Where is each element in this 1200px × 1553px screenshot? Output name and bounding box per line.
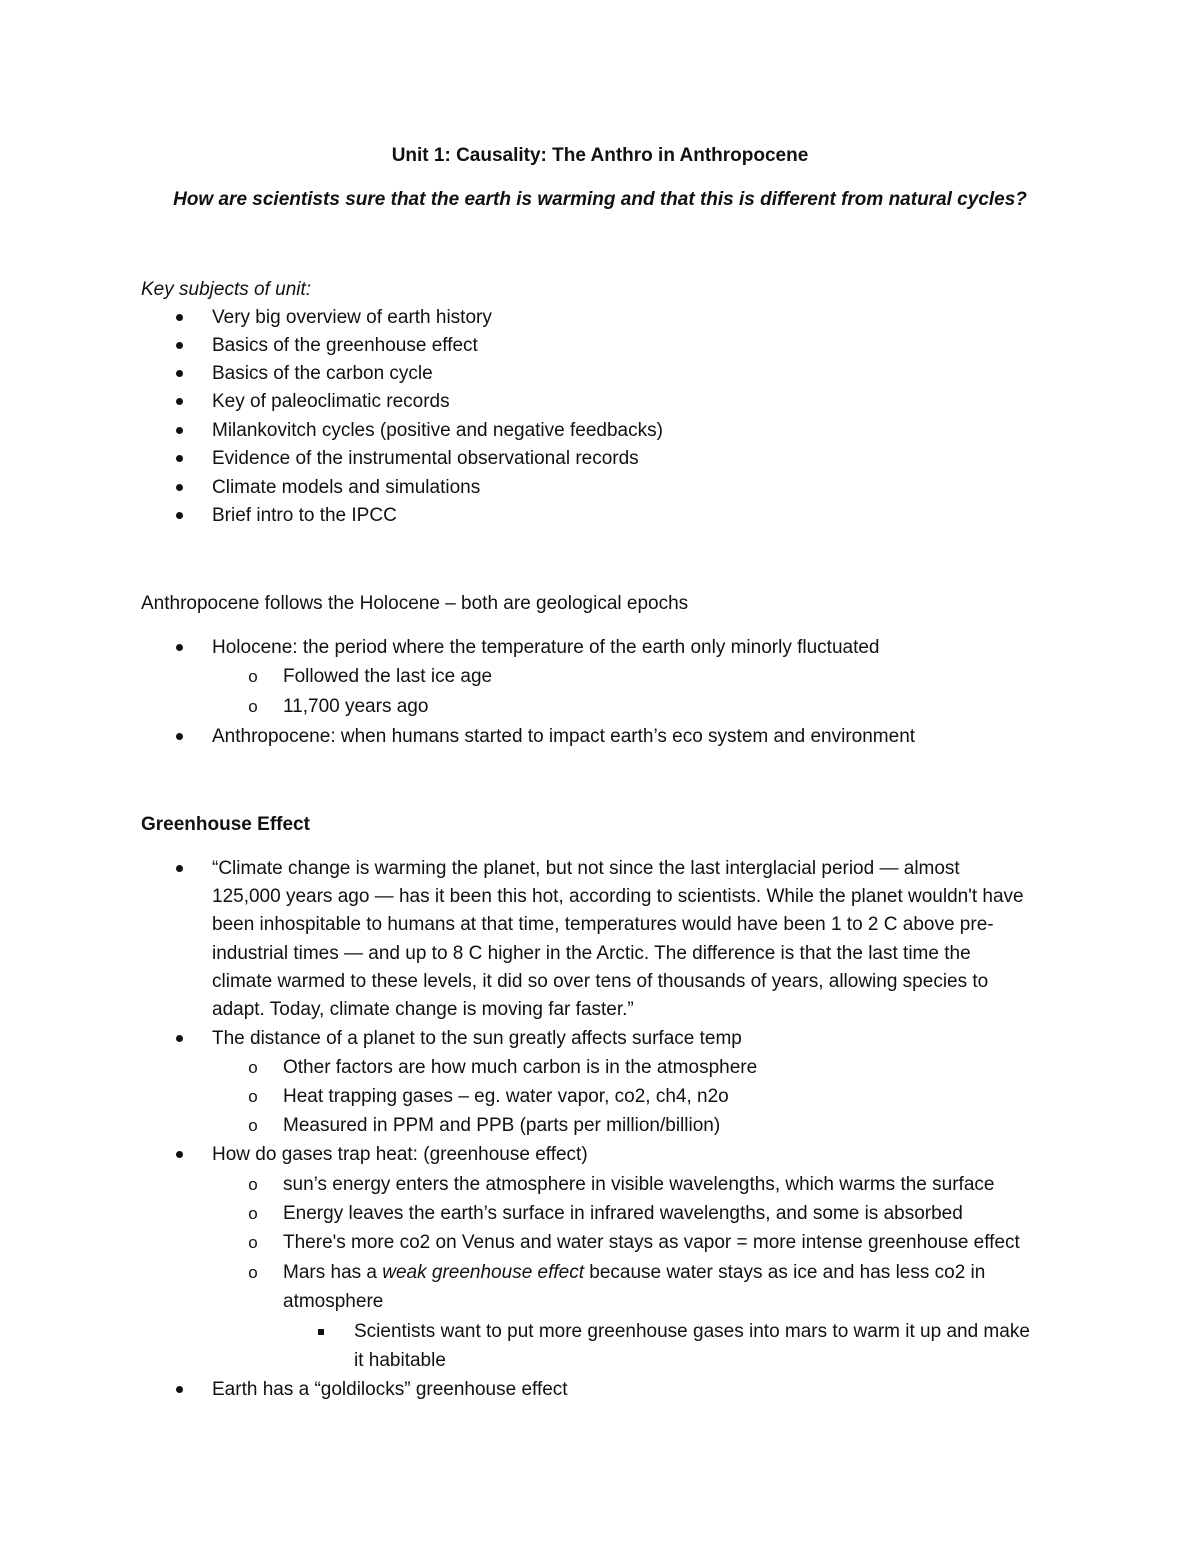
sub-bullet-icon: o — [248, 697, 258, 716]
sub-list-item: 11,700 years ago — [283, 696, 429, 717]
bullet-icon — [172, 636, 186, 660]
list-item: Basics of the greenhouse effect — [212, 335, 478, 356]
list-item: Evidence of the instrumental observational records — [212, 448, 639, 469]
sub-list-item: There's more co2 on Venus and water stays as vapor = more intense greenhouse effect — [283, 1232, 1020, 1253]
bullet-icon — [172, 390, 186, 414]
quote-line: climate warmed to these levels, it did so over tens of thousands of years, allowing species to — [212, 971, 989, 992]
list-item-distance: The distance of a planet to the sun greatly affects surface temp — [212, 1028, 742, 1049]
sub-list-item: Other factors are how much carbon is in the atmosphere — [283, 1057, 758, 1078]
list-item: Milankovitch cycles (positive and negative feedbacks) — [212, 420, 663, 441]
mars-text-italic: weak greenhouse effect — [382, 1262, 585, 1283]
list-item-holocene: Holocene: the period where the temperature of the earth only minorly fluctuated — [212, 637, 880, 658]
list-item: Climate models and simulations — [212, 477, 481, 498]
quote-line: industrial times — and up to 8 C higher in the Arctic. The difference is that the last time the — [212, 943, 971, 964]
list-item: Basics of the carbon cycle — [212, 363, 433, 384]
quote-line: adapt. Today, climate change is moving far faster.” — [212, 999, 634, 1020]
sub-bullet-icon: o — [248, 1204, 258, 1223]
bullet-icon — [172, 334, 186, 358]
bullet-icon — [172, 1378, 186, 1402]
sub-bullet-icon: o — [248, 667, 258, 686]
bullet-icon — [172, 476, 186, 500]
sub-list-item: Energy leaves the earth’s surface in infrared wavelengths, and some is absorbed — [283, 1203, 963, 1224]
list-item: Brief intro to the IPCC — [212, 505, 397, 526]
bullet-icon — [172, 504, 186, 528]
bullet-icon — [172, 419, 186, 443]
greenhouse-heading: Greenhouse Effect — [141, 814, 310, 835]
document-title: Unit 1: Causality: The Anthro in Anthropocene — [391, 145, 809, 166]
bullet-icon — [172, 447, 186, 471]
quote-line: 125,000 years ago — has it been this hot, according to scientists. While the planet wouldn't have — [212, 886, 1024, 907]
sub-sub-list-item: Scientists want to put more greenhouse gases into mars to warm it up and make — [354, 1321, 1030, 1342]
unit-question: How are scientists sure that the earth is warming and that this is different from natural cycles? — [173, 189, 1027, 210]
sub-bullet-icon: o — [248, 1233, 258, 1252]
sub-bullet-icon: o — [248, 1263, 258, 1282]
sub-list-item: Measured in PPM and PPB (parts per million/billion) — [283, 1115, 721, 1136]
sub-list-item: sun’s energy enters the atmosphere in visible wavelengths, which warms the surface — [283, 1174, 995, 1195]
sub-list-item-mars — [283, 1261, 985, 1285]
sub-bullet-icon: o — [248, 1116, 258, 1135]
bullet-icon — [172, 306, 186, 330]
sub-list-item-mars-cont: atmosphere — [283, 1291, 384, 1312]
sub-bullet-icon: o — [248, 1087, 258, 1106]
square-bullet-icon — [314, 1320, 328, 1344]
bullet-icon — [172, 725, 186, 749]
key-subjects-heading: Key subjects of unit: — [141, 279, 312, 300]
list-item-goldilocks: Earth has a “goldilocks” greenhouse effect — [212, 1379, 568, 1400]
mars-text-pre: Mars has a — [283, 1262, 383, 1283]
sub-list-item: Heat trapping gases – eg. water vapor, co2, ch4, n2o — [283, 1086, 729, 1107]
sub-bullet-icon: o — [248, 1175, 258, 1194]
quote-line: “Climate change is warming the planet, but not since the last interglacial period — almost — [212, 858, 960, 879]
list-item-trap-heat: How do gases trap heat: (greenhouse effect) — [212, 1144, 588, 1165]
sub-bullet-icon: o — [248, 1058, 258, 1077]
bullet-icon — [172, 857, 186, 881]
sub-sub-list-item-cont: it habitable — [354, 1350, 446, 1371]
mars-text-post: because water stays as ice and has less co2 in — [584, 1262, 986, 1283]
anthropocene-intro: Anthropocene follows the Holocene – both are geological epochs — [141, 593, 689, 614]
quote-line: been inhospitable to humans at that time, temperatures would have been 1 to 2 C above pre- — [212, 914, 994, 935]
sub-list-item: Followed the last ice age — [283, 666, 493, 687]
bullet-icon — [172, 1143, 186, 1167]
list-item: Very big overview of earth history — [212, 307, 492, 328]
list-item: Key of paleoclimatic records — [212, 391, 450, 412]
list-item-anthropocene: Anthropocene: when humans started to impact earth’s eco system and environment — [212, 726, 916, 747]
bullet-icon — [172, 1027, 186, 1051]
bullet-icon — [172, 362, 186, 386]
